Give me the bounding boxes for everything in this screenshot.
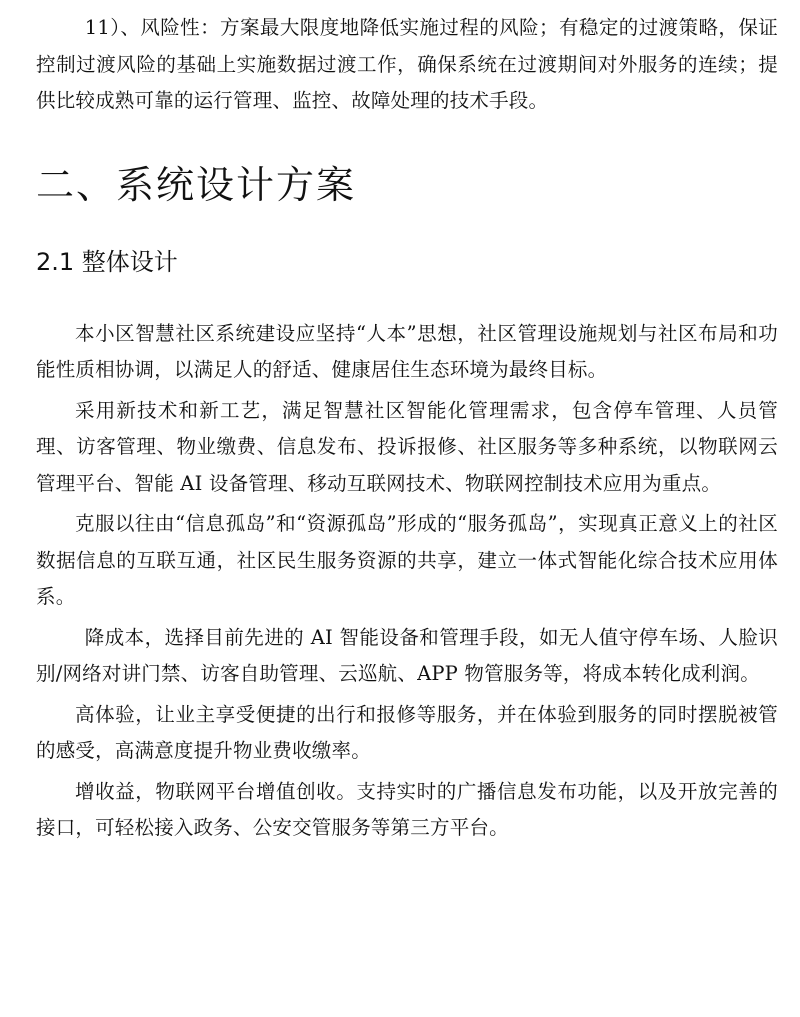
subsection-heading: 2.1 整体设计 [36,247,178,276]
body-paragraph-4: 降成本，选择目前先进的 AI 智能设备和管理手段，如无人值守停车场、人脸识别/网络对讲门禁、访客自助管理、云巡航、APP 物管服务等，将成本转化成利润。 [36,625,778,685]
body-paragraph-5: 高体验，让业主享受便捷的出行和报修等服务，并在体验到服务的同时摆脱被管的感受，高满意度提升物业费收缴率。 [36,702,778,762]
body-paragraph-6: 增收益，物联网平台增值创收。支持实时的广播信息发布功能，以及开放完善的接口，可轻松接入政务、公安交管服务等第三方平台。 [36,779,778,839]
section-heading: 二、系统设计方案 [36,162,357,207]
document-page [36,10,778,851]
body-paragraph-3: 克服以往由“信息孤岛”和“资源孤岛”形成的“服务孤岛”，实现真正意义上的社区数据信息的互联互通，社区民生服务资源的共享，建立一体式智能化综合技术应用体系。 [36,512,778,608]
body-paragraph-2: 采用新技术和新工艺，满足智慧社区智能化管理需求，包含停车管理、人员管理、访客管理、物业缴费、信息发布、投诉报修、社区服务等多种系统，以物联网云管理平台、智能 AI 设备管理、移动互联网技术、物联网控制技术应用为重点。 [36,398,778,495]
intro-paragraph: 11）、风险性：方案最大限度地降低实施过程的风险；有稳定的过渡策略，保证控制过渡风险的基础上实施数据过渡工作，确保系统在过渡期间对外服务的连续；提供比较成熟可靠的运行管理、监控、故障处理的技术手段。 [36,16,778,112]
body-paragraph-1: 本小区智慧社区系统建设应坚持“人本”思想，社区管理设施规划与社区布局和功能性质相协调，以满足人的舒适、健康居住生态环境为最终目标。 [36,321,778,381]
